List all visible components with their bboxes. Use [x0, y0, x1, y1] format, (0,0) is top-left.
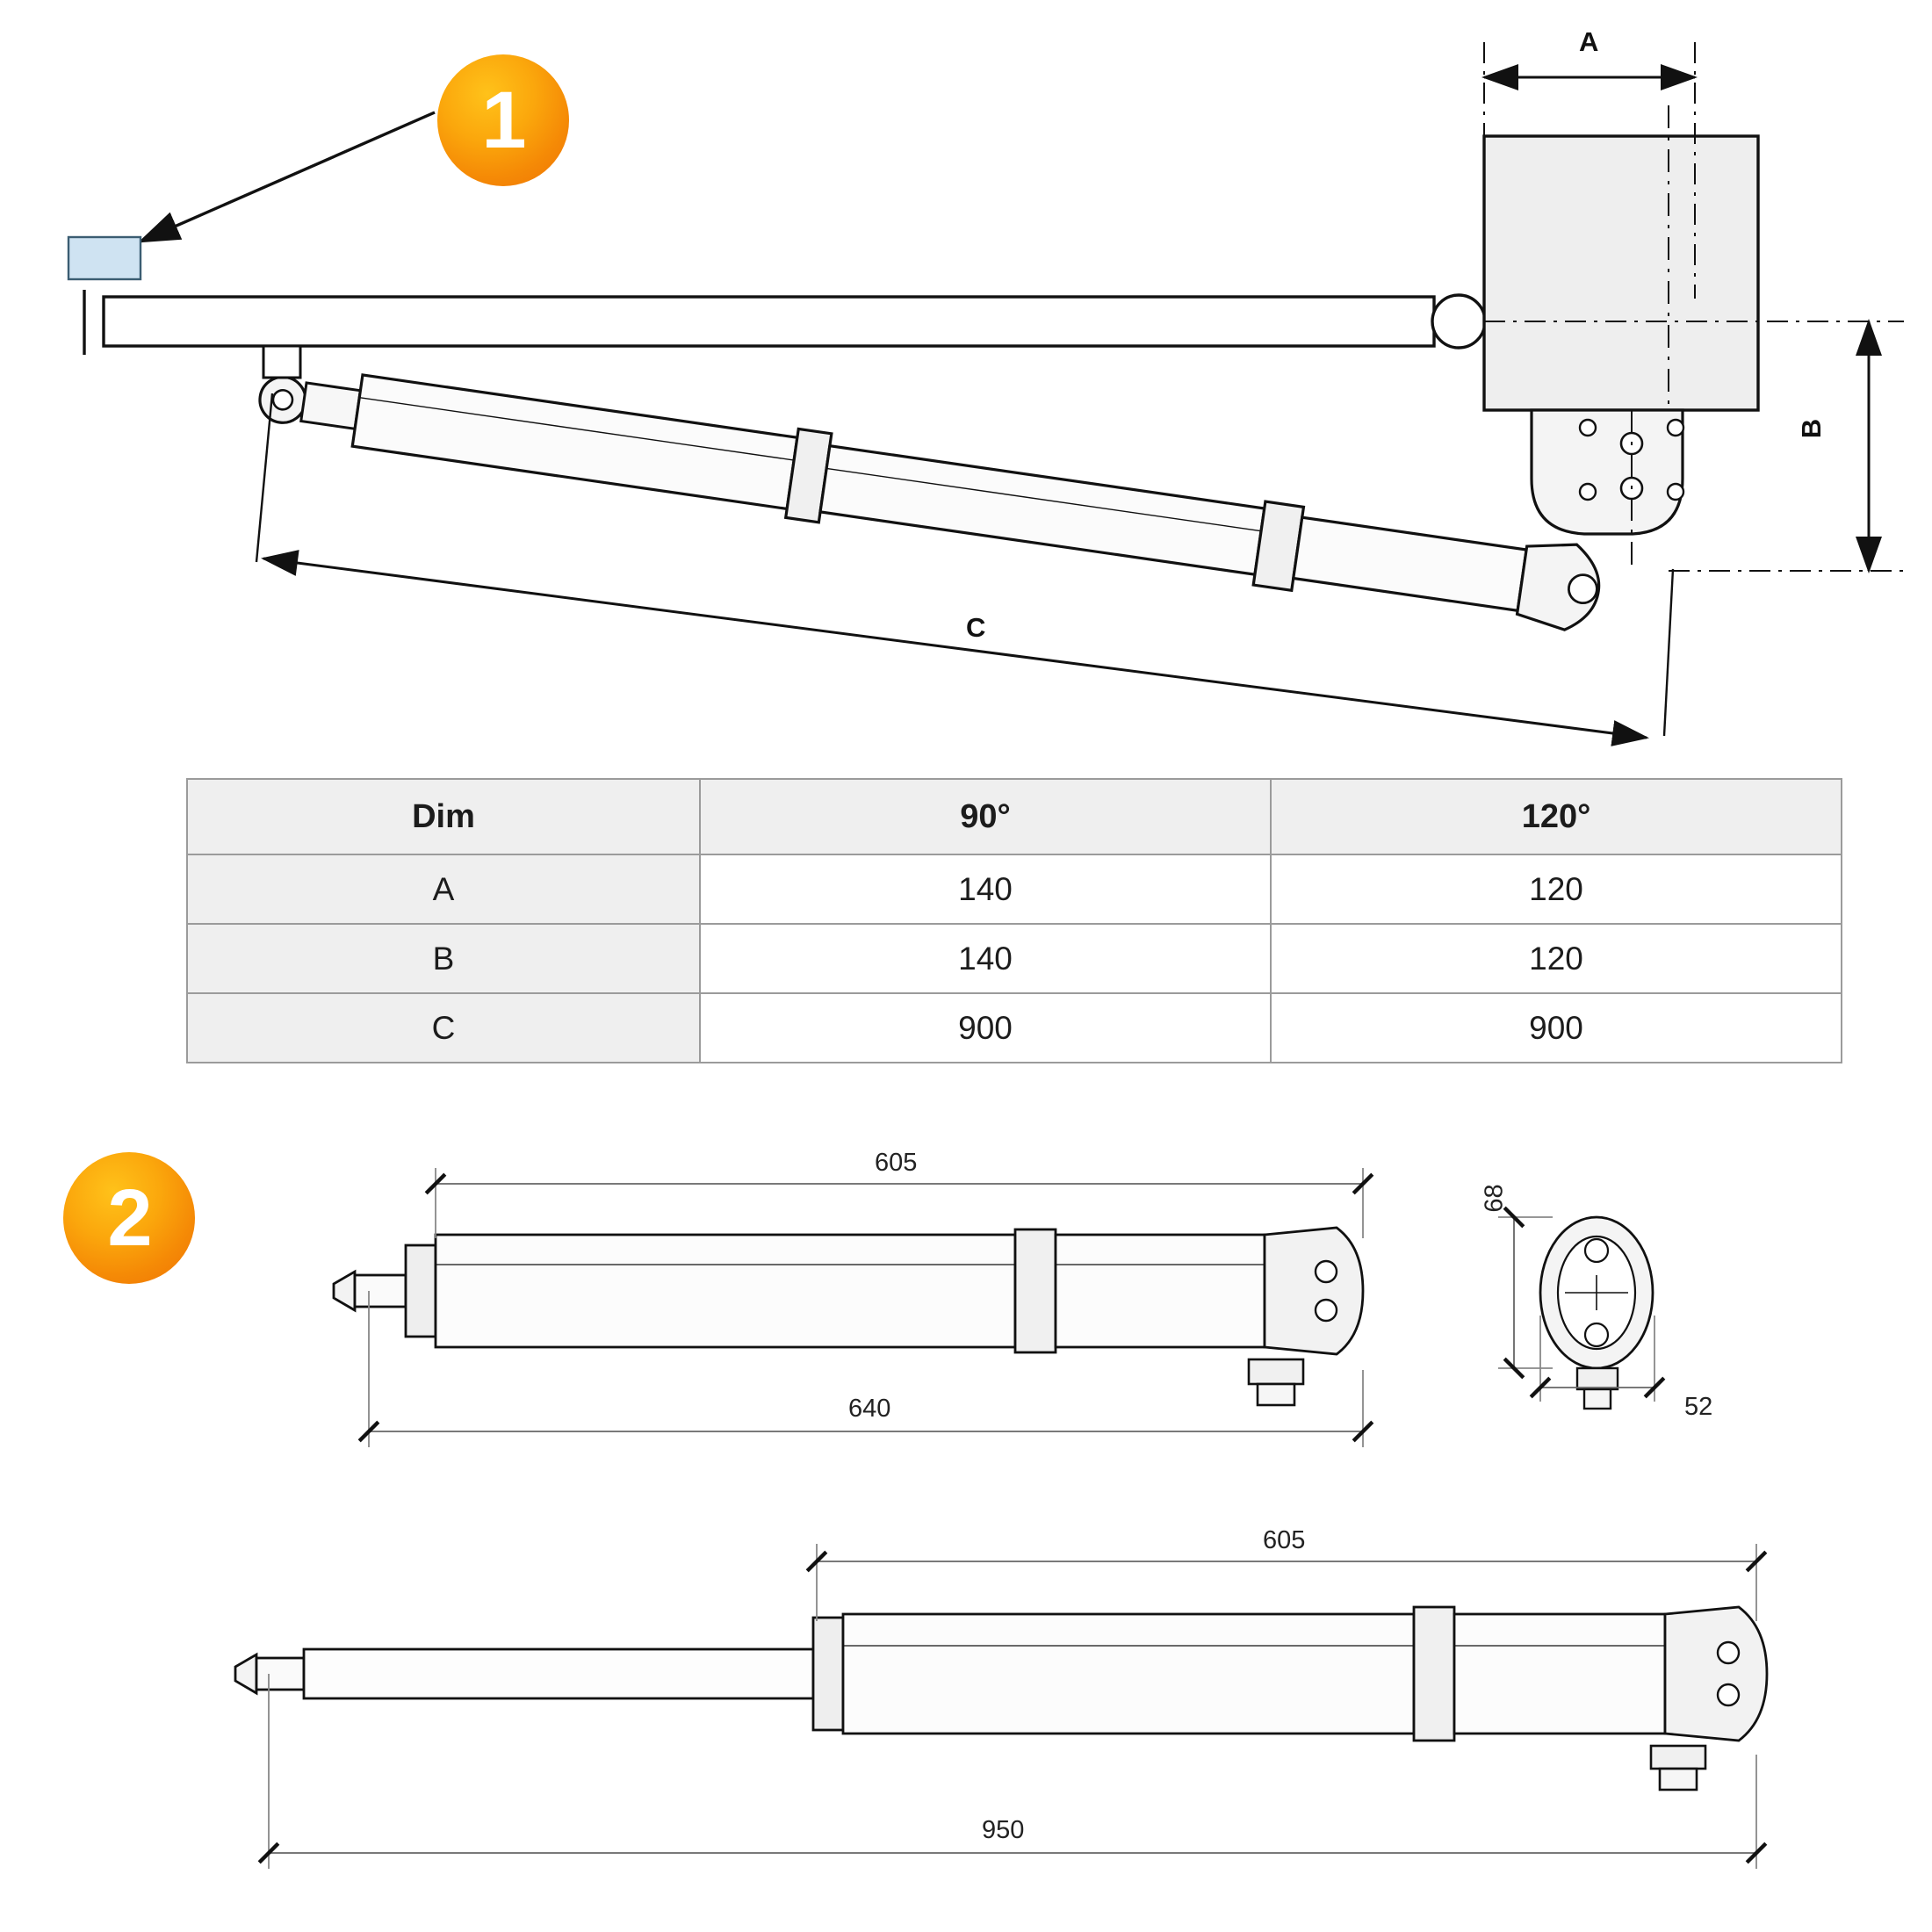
barrel-section-2-extended: [1454, 1614, 1665, 1734]
figure-1-group: [68, 42, 1904, 738]
table-row: [187, 854, 1842, 924]
dimension-table-wrapper: [186, 778, 1842, 1063]
actuator-barrel-3: [1294, 517, 1526, 610]
rear-head-extended: [1665, 1607, 1767, 1741]
table-row: [187, 924, 1842, 993]
bracket-hole: [1668, 484, 1683, 500]
bracket-hole: [1580, 420, 1596, 436]
rear-head: [1265, 1228, 1363, 1354]
rod-extension: [304, 1649, 813, 1698]
table-row: [187, 993, 1842, 1063]
rod-gland: [406, 1245, 436, 1337]
table-cell-b-90: 140: [700, 924, 1271, 993]
rod-tip-extended: [235, 1654, 256, 1693]
dimension-label-a: A: [1579, 26, 1599, 57]
barrel-section-2: [1056, 1235, 1265, 1347]
actuator-barrel-1: [352, 375, 797, 508]
end-hole-bottom: [1585, 1323, 1608, 1346]
dim-label-950: 950: [982, 1816, 1025, 1844]
end-hole-top: [1585, 1239, 1608, 1262]
dimension-label-c: C: [966, 612, 986, 643]
rod-shaft-extended: [256, 1658, 304, 1690]
table-cell-c-90: 900: [700, 993, 1271, 1063]
actuator-end-view: [1498, 1217, 1654, 1409]
actuator-rod-collar: [301, 383, 361, 429]
gate-leaf: [104, 297, 1434, 346]
actuator-barrel-2: [820, 446, 1265, 575]
dim-label-52: 52: [1684, 1393, 1713, 1421]
gate-mount-bracket: [263, 346, 300, 378]
rod-shaft: [355, 1275, 406, 1307]
step-badge-1: 1: [437, 54, 569, 186]
dim-label-605-bottom: 605: [1263, 1526, 1306, 1554]
dim-c-ext-left: [256, 393, 272, 562]
barrel-section-1: [436, 1235, 1015, 1347]
rod-gland-extended: [813, 1618, 843, 1730]
actuator-assembly: [254, 352, 1605, 634]
table-header-dim: Dim: [187, 779, 700, 854]
cable-gland-extended: [1651, 1746, 1705, 1769]
dim-c-ext-right: [1664, 569, 1673, 736]
callout-leader-1: [141, 112, 435, 242]
bracket-hole: [1580, 484, 1596, 500]
table-cell-a-90: 140: [700, 854, 1271, 924]
table-header-row: [187, 779, 1842, 854]
table-header-90: 90°: [700, 779, 1271, 854]
table-cell-c-120: 900: [1271, 993, 1842, 1063]
barrel-ring-1: [1015, 1229, 1056, 1352]
dim-label-640: 640: [848, 1395, 891, 1423]
dimension-label-b: B: [1796, 418, 1827, 439]
post-pillar: [1484, 136, 1758, 410]
cable-gland-tip: [1258, 1384, 1294, 1405]
table-cell-dim-a: A: [187, 854, 700, 924]
dim-label-68: 68: [1480, 1184, 1509, 1213]
barrel-section-1-extended: [843, 1614, 1414, 1734]
dimension-table: [186, 778, 1842, 1063]
barrel-ring-extended: [1414, 1607, 1454, 1741]
table-cell-b-120: 120: [1271, 924, 1842, 993]
figure-2-group: [235, 1168, 1767, 1869]
table-cell-dim-c: C: [187, 993, 700, 1063]
head-hole: [1718, 1642, 1739, 1663]
dim-label-605-top: 605: [875, 1149, 918, 1177]
post-bracket: [1532, 410, 1683, 534]
rod-tip: [334, 1272, 355, 1310]
gate-stop-block: [68, 237, 141, 279]
step-badge-2: 2: [63, 1152, 195, 1284]
gate-hinge-pivot: [1432, 295, 1485, 348]
cable-gland-tip-extended: [1660, 1769, 1697, 1790]
bracket-hole: [1668, 420, 1683, 436]
table-cell-a-120: 120: [1271, 854, 1842, 924]
head-hole: [1718, 1684, 1739, 1705]
table-cell-dim-b: B: [187, 924, 700, 993]
head-hole: [1316, 1261, 1337, 1282]
head-hole: [1316, 1300, 1337, 1321]
table-header-120: 120°: [1271, 779, 1842, 854]
end-gland: [1577, 1368, 1618, 1389]
cable-gland: [1249, 1359, 1303, 1384]
end-gland-tip: [1584, 1389, 1611, 1409]
